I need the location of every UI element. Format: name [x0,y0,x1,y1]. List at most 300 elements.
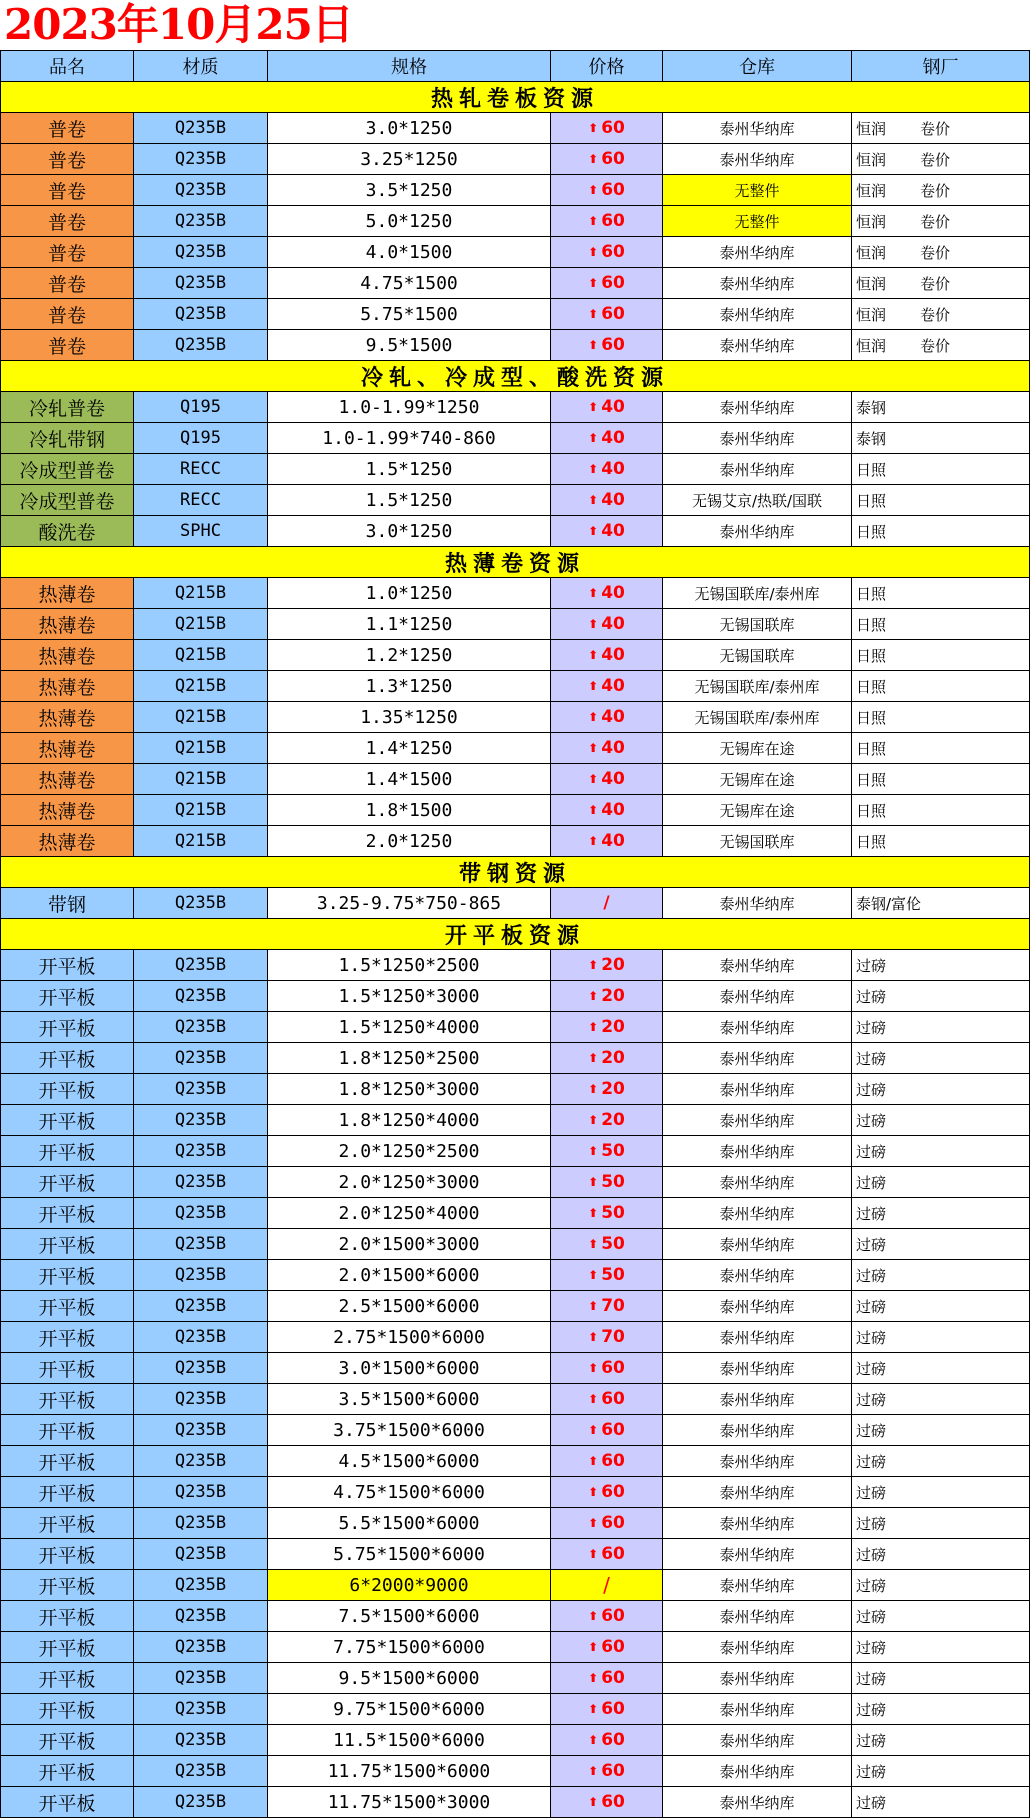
mill-name: 日照 [856,801,887,820]
mill-note: 卷价 [920,119,951,138]
warehouse-cell: 泰州华纳库 [663,950,852,980]
material-cell: Q235B [134,1384,268,1414]
mill-cell [852,1632,1030,1662]
up-arrow-icon: ⬆ [588,1268,599,1282]
material-cell: Q235B [134,268,268,298]
price-cell [551,1756,663,1786]
price-cell [551,175,663,205]
mill-cell [852,826,1030,856]
table-row [0,175,1030,206]
price-cell [551,1291,663,1321]
price-table [0,50,1030,1819]
up-arrow-icon: ⬆ [588,121,599,135]
price-change-value: 60 [601,1761,625,1781]
product-name-cell: 开平板 [0,1725,134,1755]
product-name-cell: 冷成型普卷 [0,454,134,484]
table-row [0,1198,1030,1229]
spec-cell: 5.75*1500 [268,299,551,329]
table-row [0,1074,1030,1105]
table-row [0,1322,1030,1353]
up-arrow-icon: ⬆ [588,1795,599,1809]
warehouse-cell: 泰州华纳库 [663,113,852,143]
product-name-cell: 开平板 [0,1291,134,1321]
price-cell [551,454,663,484]
product-name-cell: 普卷 [0,268,134,298]
mill-name: 日照 [856,460,887,479]
product-name-cell: 开平板 [0,1012,134,1042]
price-cell [551,1725,663,1755]
mill-name: 泰钢 [856,429,887,448]
product-name-cell: 普卷 [0,113,134,143]
spec-cell: 1.5*1250 [268,485,551,515]
warehouse-cell: 无锡国联库 [663,640,852,670]
up-arrow-icon: ⬆ [588,1330,599,1344]
price-cell [551,795,663,825]
spec-cell: 3.0*1250 [268,516,551,546]
mill-note: 卷价 [920,305,951,324]
product-name-cell: 开平板 [0,1539,134,1569]
price-change-value: 40 [601,645,625,665]
up-arrow-icon: ⬆ [588,1671,599,1685]
price-change-value: 60 [601,180,625,200]
up-arrow-icon: ⬆ [588,400,599,414]
up-arrow-icon: ⬆ [588,710,599,724]
up-arrow-icon: ⬆ [588,152,599,166]
product-name-cell: 开平板 [0,1074,134,1104]
material-cell: Q235B [134,1167,268,1197]
mill-cell [852,764,1030,794]
mill-name: 过磅 [856,1545,887,1564]
warehouse-cell: 无锡艾京/热联/国联 [663,485,852,515]
warehouse-cell: 泰州华纳库 [663,1570,852,1600]
mill-cell [852,1322,1030,1352]
mill-name: 过磅 [856,1235,887,1254]
mill-name: 过磅 [856,1173,887,1192]
price-change-value: 40 [601,676,625,696]
spec-cell: 5.5*1500*6000 [268,1508,551,1538]
up-arrow-icon: ⬆ [588,1113,599,1127]
up-arrow-icon: ⬆ [588,1702,599,1716]
product-name-cell: 带钢 [0,888,134,918]
up-arrow-icon: ⬆ [588,1609,599,1623]
warehouse-cell: 泰州华纳库 [663,888,852,918]
warehouse-cell: 无锡库在途 [663,733,852,763]
spec-cell: 9.75*1500*6000 [268,1694,551,1724]
price-change-value: 40 [601,738,625,758]
spec-cell: 4.5*1500*6000 [268,1446,551,1476]
spec-cell: 2.5*1500*6000 [268,1291,551,1321]
warehouse-cell: 泰州华纳库 [663,981,852,1011]
up-arrow-icon: ⬆ [588,1051,599,1065]
price-cell [551,1353,663,1383]
mill-note: 卷价 [920,274,951,293]
product-name-cell: 开平板 [0,1105,134,1135]
product-name-cell: 热薄卷 [0,733,134,763]
price-cell [551,1074,663,1104]
product-name-cell: 冷轧带钢 [0,423,134,453]
product-name-cell: 开平板 [0,1167,134,1197]
spec-cell: 1.0-1.99*740-860 [268,423,551,453]
table-row [0,702,1030,733]
warehouse-cell: 无锡库在途 [663,795,852,825]
table-row [0,299,1030,330]
price-cell [551,702,663,732]
table-row [0,144,1030,175]
warehouse-cell: 泰州华纳库 [663,1074,852,1104]
warehouse-cell: 泰州华纳库 [663,1756,852,1786]
warehouse-cell: 泰州华纳库 [663,330,852,360]
material-cell: Q235B [134,113,268,143]
warehouse-cell: 泰州华纳库 [663,1539,852,1569]
up-arrow-icon: ⬆ [588,803,599,817]
material-cell: Q235B [134,1756,268,1786]
warehouse-cell: 泰州华纳库 [663,299,852,329]
up-arrow-icon: ⬆ [588,989,599,1003]
mill-name: 日照 [856,491,887,510]
table-row [0,1043,1030,1074]
mill-note: 卷价 [920,336,951,355]
table-row [0,1229,1030,1260]
up-arrow-icon: ⬆ [588,338,599,352]
price-cell [551,1570,663,1600]
table-row [0,113,1030,144]
product-name-cell: 冷轧普卷 [0,392,134,422]
table-row [0,268,1030,299]
material-cell: Q235B [134,1787,268,1817]
price-cell [551,206,663,236]
mill-name: 过磅 [856,1483,887,1502]
product-name-cell: 开平板 [0,1570,134,1600]
price-change-value: 20 [601,1079,625,1099]
mill-cell [852,1291,1030,1321]
product-name-cell: 开平板 [0,1384,134,1414]
mill-name: 过磅 [856,1793,887,1812]
spec-cell: 1.5*1250*3000 [268,981,551,1011]
material-cell: Q235B [134,1477,268,1507]
mill-name: 日照 [856,770,887,789]
product-name-cell: 普卷 [0,175,134,205]
spec-cell: 1.8*1250*3000 [268,1074,551,1104]
up-arrow-icon: ⬆ [588,1423,599,1437]
spec-cell: 2.0*1250*3000 [268,1167,551,1197]
price-change-value: 50 [601,1265,625,1285]
table-row [0,1384,1030,1415]
spec-cell: 1.5*1250*2500 [268,950,551,980]
price-change-value: 60 [601,242,625,262]
spec-cell: 2.0*1500*3000 [268,1229,551,1259]
price-change-value: 60 [601,273,625,293]
price-change-value: 60 [601,1544,625,1564]
section-row [0,857,1030,888]
mill-cell [852,423,1030,453]
up-arrow-icon: ⬆ [588,214,599,228]
price-change-value: 70 [601,1296,625,1316]
price-cell [551,1787,663,1817]
up-arrow-icon: ⬆ [588,679,599,693]
table-row [0,1508,1030,1539]
table-row [0,578,1030,609]
price-cell [551,733,663,763]
price-change-value: 60 [601,1451,625,1471]
spec-cell: 3.5*1250 [268,175,551,205]
price-cell [551,237,663,267]
warehouse-cell: 泰州华纳库 [663,1260,852,1290]
material-cell: Q235B [134,1012,268,1042]
price-cell [551,330,663,360]
mill-cell [852,1601,1030,1631]
price-cell [551,299,663,329]
spec-cell: 4.75*1500 [268,268,551,298]
price-cell [551,1415,663,1445]
price-change-value: 60 [601,1668,625,1688]
price-change-value: 60 [601,118,625,138]
mill-cell [852,1570,1030,1600]
spec-cell: 5.0*1250 [268,206,551,236]
mill-cell [852,981,1030,1011]
spec-cell: 3.25*1250 [268,144,551,174]
material-cell: SPHC [134,516,268,546]
mill-cell [852,1105,1030,1135]
mill-name: 恒润 [856,212,887,231]
price-cell [551,1384,663,1414]
spec-cell: 3.0*1250 [268,113,551,143]
mill-cell [852,950,1030,980]
spec-cell: 6*2000*9000 [268,1570,551,1600]
price-cell [551,1446,663,1476]
warehouse-cell: 泰州华纳库 [663,1663,852,1693]
warehouse-cell: 无锡国联库 [663,609,852,639]
price-change-value: 60 [601,1637,625,1657]
up-arrow-icon: ⬆ [588,307,599,321]
price-cell [551,1632,663,1662]
price-cell [551,1136,663,1166]
section-title: 冷轧、冷成型、酸洗资源 [0,361,1030,391]
mill-cell [852,144,1030,174]
mill-cell [852,1539,1030,1569]
product-name-cell: 热薄卷 [0,609,134,639]
product-name-cell: 热薄卷 [0,795,134,825]
material-cell: Q235B [134,1632,268,1662]
mill-name: 过磅 [856,1266,887,1285]
table-row [0,516,1030,547]
table-row [0,1663,1030,1694]
mill-cell [852,516,1030,546]
mill-name: 过磅 [856,1328,887,1347]
warehouse-cell: 无锡库在途 [663,764,852,794]
up-arrow-icon: ⬆ [588,1392,599,1406]
material-cell: Q215B [134,578,268,608]
table-row [0,1353,1030,1384]
price-change-value: 20 [601,955,625,975]
section-title: 热轧卷板资源 [0,82,1030,112]
material-cell: Q215B [134,733,268,763]
up-arrow-icon: ⬆ [588,1516,599,1530]
mill-cell [852,1508,1030,1538]
mill-name: 过磅 [856,1607,887,1626]
mill-cell [852,1694,1030,1724]
mill-cell [852,733,1030,763]
table-row [0,826,1030,857]
warehouse-cell: 泰州华纳库 [663,1353,852,1383]
mill-cell [852,175,1030,205]
table-row [0,671,1030,702]
price-cell [551,1694,663,1724]
mill-cell [852,392,1030,422]
mill-cell [852,299,1030,329]
mill-name: 过磅 [856,1390,887,1409]
warehouse-cell: 泰州华纳库 [663,1198,852,1228]
product-name-cell: 开平板 [0,1322,134,1352]
price-change-value: 40 [601,397,625,417]
price-cell [551,950,663,980]
table-row [0,1477,1030,1508]
material-cell: Q235B [134,299,268,329]
mill-name: 过磅 [856,1018,887,1037]
mill-name: 恒润 [856,274,887,293]
price-change-value: 60 [601,211,625,231]
mill-cell [852,113,1030,143]
mill-cell [852,1198,1030,1228]
mill-cell [852,1353,1030,1383]
product-name-cell: 开平板 [0,1043,134,1073]
table-row [0,1787,1030,1818]
mill-cell [852,888,1030,918]
mill-name: 日照 [856,832,887,851]
material-cell: Q235B [134,1105,268,1135]
mill-cell [852,485,1030,515]
spec-cell: 2.0*1500*6000 [268,1260,551,1290]
product-name-cell: 热薄卷 [0,578,134,608]
product-name-cell: 开平板 [0,1663,134,1693]
product-name-cell: 普卷 [0,206,134,236]
product-name-cell: 开平板 [0,1353,134,1383]
price-change-value: 60 [601,1482,625,1502]
product-name-cell: 开平板 [0,1756,134,1786]
product-name-cell: 开平板 [0,950,134,980]
spec-cell: 1.0-1.99*1250 [268,392,551,422]
mill-cell [852,454,1030,484]
up-arrow-icon: ⬆ [588,183,599,197]
warehouse-cell: 无锡国联库 [663,826,852,856]
material-cell: Q215B [134,795,268,825]
table-row [0,1725,1030,1756]
table-row [0,454,1030,485]
mill-name: 泰钢/富伦 [856,894,922,913]
warehouse-cell: 无锡国联库/泰州库 [663,671,852,701]
material-cell: Q215B [134,640,268,670]
spec-cell: 1.8*1250*4000 [268,1105,551,1135]
up-arrow-icon: ⬆ [588,772,599,786]
warehouse-cell: 泰州华纳库 [663,1384,852,1414]
product-name-cell: 开平板 [0,1198,134,1228]
material-cell: Q235B [134,1601,268,1631]
table-row [0,1105,1030,1136]
up-arrow-icon: ⬆ [588,1082,599,1096]
up-arrow-icon: ⬆ [588,1361,599,1375]
table-row [0,640,1030,671]
product-name-cell: 热薄卷 [0,671,134,701]
price-cell [551,1229,663,1259]
material-cell: Q235B [134,1508,268,1538]
spec-cell: 11.75*1500*6000 [268,1756,551,1786]
warehouse-cell: 无整件 [663,206,852,236]
mill-name: 过磅 [856,1297,887,1316]
header-warehouse: 仓库 [663,51,852,81]
warehouse-cell: 泰州华纳库 [663,1508,852,1538]
price-cell [551,764,663,794]
spec-cell: 7.5*1500*6000 [268,1601,551,1631]
up-arrow-icon: ⬆ [588,741,599,755]
spec-cell: 3.0*1500*6000 [268,1353,551,1383]
up-arrow-icon: ⬆ [588,958,599,972]
mill-note: 卷价 [920,212,951,231]
spec-cell: 2.0*1250 [268,826,551,856]
material-cell: Q235B [134,1446,268,1476]
price-change-value: 40 [601,800,625,820]
price-change-value: 50 [601,1203,625,1223]
warehouse-cell: 泰州华纳库 [663,268,852,298]
spec-cell: 1.4*1500 [268,764,551,794]
mill-cell [852,1415,1030,1445]
product-name-cell: 开平板 [0,1694,134,1724]
mill-name: 过磅 [856,956,887,975]
price-change-value: 40 [601,521,625,541]
table-row [0,1694,1030,1725]
table-row [0,392,1030,423]
warehouse-cell: 泰州华纳库 [663,454,852,484]
product-name-cell: 开平板 [0,1787,134,1817]
price-change-value: 70 [601,1327,625,1347]
price-cell [551,1477,663,1507]
price-cell [551,826,663,856]
spec-cell: 1.2*1250 [268,640,551,670]
material-cell: Q235B [134,1291,268,1321]
price-cell [551,1260,663,1290]
mill-name: 日照 [856,708,887,727]
up-arrow-icon: ⬆ [588,1144,599,1158]
material-cell: Q235B [134,1694,268,1724]
material-cell: Q235B [134,1539,268,1569]
spec-cell: 1.8*1500 [268,795,551,825]
warehouse-cell: 泰州华纳库 [663,1601,852,1631]
mill-name: 过磅 [856,1669,887,1688]
material-cell: Q235B [134,1074,268,1104]
price-change-value: 60 [601,1420,625,1440]
mill-cell [852,671,1030,701]
up-arrow-icon: ⬆ [588,1485,599,1499]
mill-name: 过磅 [856,987,887,1006]
material-cell: Q195 [134,392,268,422]
spec-cell: 1.5*1250*4000 [268,1012,551,1042]
header-material: 材质 [134,51,268,81]
table-row [0,950,1030,981]
table-row [0,423,1030,454]
section-row [0,361,1030,392]
price-cell [551,1167,663,1197]
product-name-cell: 热薄卷 [0,640,134,670]
mill-name: 日照 [856,584,887,603]
material-cell: Q235B [134,981,268,1011]
table-body [0,82,1030,1818]
spec-cell: 3.25-9.75*750-865 [268,888,551,918]
warehouse-cell: 泰州华纳库 [663,516,852,546]
spec-cell: 1.3*1250 [268,671,551,701]
price-change-value: 60 [601,1389,625,1409]
table-row [0,1012,1030,1043]
spec-cell: 4.75*1500*6000 [268,1477,551,1507]
mill-name: 过磅 [856,1638,887,1657]
price-change-value: 60 [601,335,625,355]
